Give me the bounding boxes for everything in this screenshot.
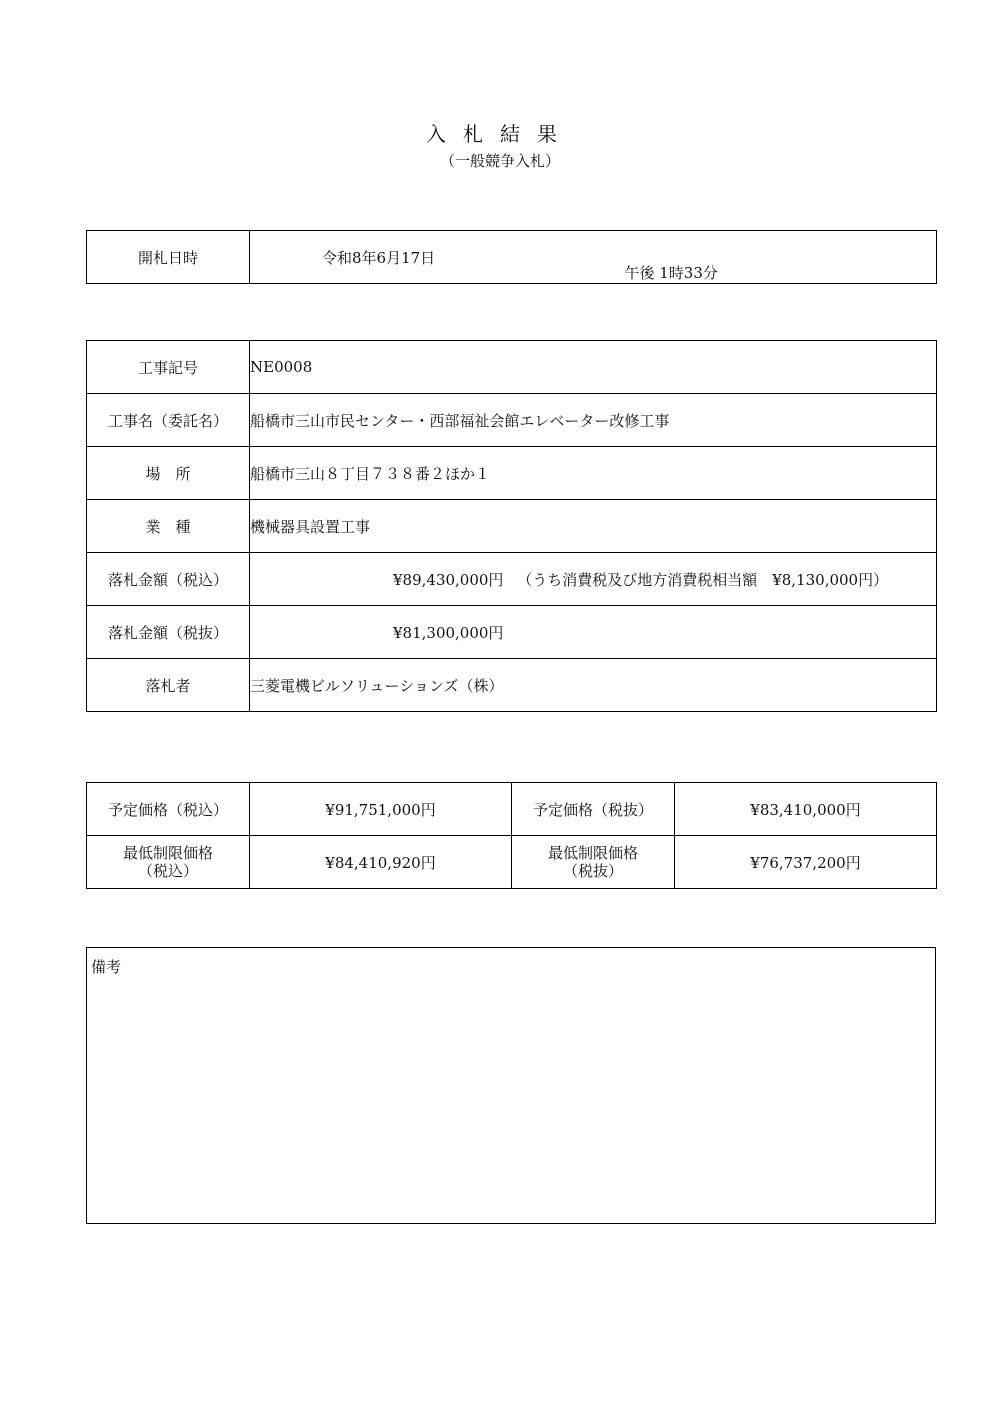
opening-date: 令和8年6月17日 — [322, 248, 436, 267]
min-excl-label-text — [548, 844, 638, 880]
table-row — [87, 836, 937, 889]
location-label: 場 所 — [87, 447, 250, 500]
price-table — [86, 782, 937, 889]
award-excl-label: 落札金額（税抜） — [87, 606, 250, 659]
min-incl-label-text — [123, 844, 213, 880]
min-incl-label-line1: 最低制限価格 — [122, 844, 213, 862]
award-incl-cell — [250, 553, 937, 606]
table-row — [87, 659, 937, 712]
project-number: NE0008 — [250, 341, 937, 394]
table-row — [87, 447, 937, 500]
min-incl-label-line2: （税込） — [137, 862, 198, 880]
planned-excl-label: 予定価格（税抜） — [512, 783, 675, 836]
award-incl-amount: ¥89,430,000円 — [393, 570, 504, 589]
project-name: 船橋市三山市民センター・西部福祉会館エレベーター改修工事 — [250, 394, 937, 447]
award-incl-label: 落札金額（税込） — [87, 553, 250, 606]
industry-value: 機械器具設置工事 — [250, 500, 937, 553]
table-row — [87, 553, 937, 606]
opening-value-cell — [250, 231, 937, 284]
opening-table — [86, 230, 937, 284]
project-number-label: 工事記号 — [87, 341, 250, 394]
table-row — [87, 606, 937, 659]
table-row — [87, 394, 937, 447]
planned-excl-value: ¥83,410,000円 — [675, 783, 937, 836]
page-subtitle: （一般競争入札） — [439, 152, 560, 170]
planned-incl-label: 予定価格（税込） — [87, 783, 250, 836]
award-excl-cell — [250, 606, 937, 659]
min-excl-label-line2: （税抜） — [562, 862, 623, 880]
table-row — [87, 500, 937, 553]
notes-box — [86, 947, 936, 1224]
project-table — [86, 340, 937, 712]
min-excl-label-line1: 最低制限価格 — [547, 844, 638, 862]
opening-label: 開札日時 — [87, 231, 250, 284]
location-value: 船橋市三山８丁目７３８番２ほか１ — [250, 447, 937, 500]
opening-row — [87, 231, 937, 284]
min-incl-value: ¥84,410,920円 — [250, 836, 512, 889]
page-title: 入札結果 — [426, 122, 574, 146]
planned-incl-value: ¥91,751,000円 — [250, 783, 512, 836]
industry-label: 業 種 — [87, 500, 250, 553]
winner-value: 三菱電機ビルソリューションズ（株） — [250, 659, 937, 712]
award-excl-amount: ¥81,300,000円 — [393, 623, 504, 642]
min-incl-label — [87, 836, 250, 889]
award-tax-note: （うち消費税及び地方消費税相当額 ¥8,130,000円） — [517, 570, 889, 589]
opening-time: 午後 1時33分 — [624, 263, 718, 282]
table-row — [87, 783, 937, 836]
winner-label: 落札者 — [87, 659, 250, 712]
project-name-label: 工事名（委託名） — [87, 394, 250, 447]
min-excl-label — [512, 836, 675, 889]
notes-label: 備考 — [91, 958, 122, 976]
min-excl-value: ¥76,737,200円 — [675, 836, 937, 889]
table-row — [87, 341, 937, 394]
